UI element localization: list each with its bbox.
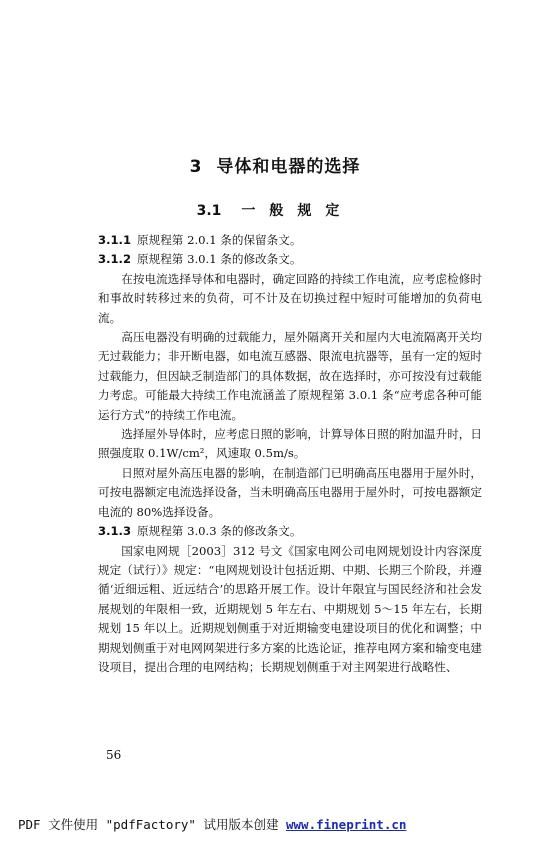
paragraph: 选择屋外导体时，应考虑日照的影响，计算导体日照的附加温升时，日照强度取 0.1W/cm²，风速取 0.5m/s。 [98,427,482,461]
clause-number: 3.1.3 [98,524,132,539]
clause-text: 原规程第 3.0.1 条的修改条文。 [137,252,302,267]
page-number: 56 [106,748,122,762]
paragraph: 在按电流选择导体和电器时，确定回路的持续工作电流，应考虑检修时和事故时转移过来的负荷，可不计及在切换过程中短时可能增加的负荷电流。 [98,271,482,325]
paragraph: 高压电器没有明确的过载能力，屋外隔离开关和屋内大电流隔离开关均无过载能力；非开断电器，如电流互感器、限流电抗器等，虽有一定的短时过载能力，但因缺乏制造部门的具体数据，故在选择时，亦可按没有过载能力考虑。可能最大持续工作电流涵盖了原规程第 3.0.1 条“应考虑各种可能运行方式”的持续工作电流。 [98,330,482,422]
clause-3-1-2 [98,250,482,269]
section-title-text: 一般规定 [241,203,354,219]
clause-3-1-3 [98,522,482,541]
chapter-title [0,152,550,177]
footer-link[interactable]: www.fineprint.cn [286,817,407,832]
clause-text: 原规程第 2.0.1 条的保留条文。 [137,233,302,247]
paragraph: 日照对屋外高压电器的影响，在制造部门已明确高压电器用于屋外时，可按电器额定电流选择设备，当未明确高压电器用于屋外时，可按电器额定电流的 80%选择设备。 [98,465,482,519]
section-number: 3.1 [196,203,222,219]
clause-number: 3.1.2 [98,252,132,267]
paragraph: 国家电网规［2003］312 号文《国家电网公司电网规划设计内容深度规定（试行）》规定：“电网规划设计包括近期、中期、长期三个阶段，并遵循‘近细远粗、近远结合’的思路开展工作。设计年限宜与国民经济和社会发展规划的年限相一致，近期规划 5 年左右、中期规划 5～15 年左右，长期规划 15 年以上。近期规划侧重于对近期输变电建设项目的优化和调整；中期规划侧重于对电网网架进行多方案的比选论证，推荐电网方案和输变电建设项目，提出合理的电网结构；长期规划侧重于对主网架进行战略性、 [98,543,482,674]
clause-number: 3.1.1 [98,233,132,247]
section-title [0,200,550,220]
chapter-title-text: 导体和电器的选择 [216,157,361,177]
chapter-number: 3 [189,157,203,177]
clause-text: 原规程第 3.0.3 条的修改条文。 [137,524,302,539]
footer-text: PDF 文件使用 "pdfFactory" 试用版本创建 [18,817,286,832]
clause-3-1-1 [98,231,482,250]
body-text [98,231,482,677]
pdf-footer [18,815,538,833]
